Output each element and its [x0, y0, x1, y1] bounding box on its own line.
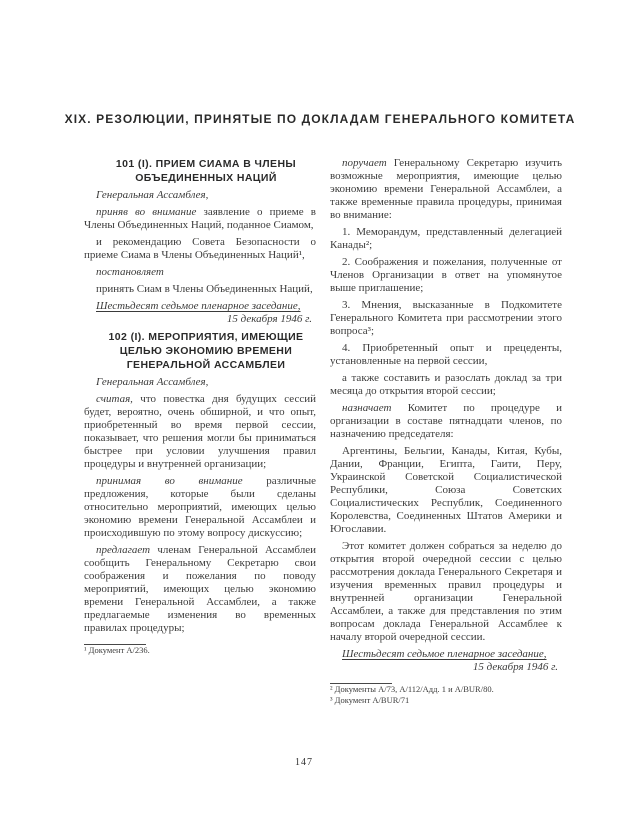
footnote: ³ Документ А/BUR/71 — [330, 695, 410, 705]
paragraph: принимая во внимание различные предложения, которые были сделаны относительно мероприятий, имеющих целью экономию времени Генеральной Ассамблеи и происходившую по этому вопросу дискуссию; — [84, 475, 317, 539]
numbered-item: 2. Соображения и пожелания, полученные от Членов Организации в ответ на упомянутое выше приглашение; — [330, 256, 562, 294]
document-title-line2: ГЕНЕРАЛЬНОГО КОМИТЕТА — [384, 112, 576, 126]
right-footnotes — [330, 683, 562, 706]
paragraph: а также составить и разослать доклад за три месяца до открытия второй сессии; — [330, 372, 562, 397]
resolution-102-heading: 102 (I). МЕРОПРИЯТИЯ, ИМЕЮЩИЕ ЦЕЛЬЮ ЭКОНОМИЮ ВРЕМЕНИ ГЕНЕРАЛЬНОЙ АССАМБЛЕИ — [108, 331, 304, 371]
paragraph: назначает Комитет по процедуре и организации в составе пятнадцати членов, по назначению председателя: — [330, 402, 562, 440]
footnote: ¹ Документ А/236. — [84, 645, 150, 655]
paragraph: принять Сиам в Члены Объединенных Наций, — [96, 283, 313, 295]
numbered-item: 4. Приобретенный опыт и прецеденты, установленные на первой сессии, — [330, 342, 562, 367]
committee-members-list: Аргентины, Бельгии, Канады, Китая, Кубы, Дании, Франции, Египта, Гаити, Перу, Украинской Советской Социалистической Республики, Союза Советских Социалистических Республик, Соединенного Королевства, Соединенных Штатов Америки и Югославии. — [330, 445, 562, 535]
paragraph: Этот комитет должен собраться за неделю до открытия второй очередной сессии с целью рассмотрения доклада Генерального Секретаря и изучения временных правил процедуры и внутренней организации Генеральной Ассамблеи, а также для представления по этим вопросам доклада Генеральной Ассамблее к началу второй очередной сессии. — [330, 540, 562, 643]
document-title-line1: XIX. РЕЗОЛЮЦИИ, ПРИНЯТЫЕ ПО ДОКЛАДАМ — [64, 112, 381, 126]
numbered-item: 3. Мнения, высказанные в Подкомитете Генерального Комитета при рассмотрении этого вопроса³; — [330, 299, 562, 337]
meeting-line: Шестьдесят седьмое пленарное заседание, 15 декабря 1946 г. — [342, 648, 558, 673]
paragraph: считая, что повестка дня будущих сессий будет, вероятно, очень обширной, и что опыт, приобретенный во время первой сессии, показывает, что решения могли бы приниматься быстрее при условии улучшения правил процедуры и внутренней организации; — [84, 393, 316, 470]
resolution-101-opening: Генеральная Ассамблея, — [96, 189, 209, 201]
left-footnotes — [84, 644, 316, 656]
paragraph: поручает Генеральному Секретарю изучить возможные мероприятия, имеющие целью экономию времени Генеральной Ассамблеи, а также временные правила процедуры, принимая во внимание: — [330, 157, 562, 221]
paragraph: предлагает членам Генеральной Ассамблеи сообщить Генеральному Секретарю свои соображения и пожелания по поводу мероприятий, имеющих целью экономию времени Генеральной Ассамблеи, а также предлагаемые изменения во временных правилах процедуры; — [84, 544, 316, 634]
right-column — [330, 157, 562, 706]
document-title — [0, 112, 640, 127]
paragraph: постановляет — [96, 266, 164, 278]
numbered-item: 1. Меморандум, представленный делегацией Канады²; — [330, 226, 562, 251]
two-column-body — [84, 157, 562, 706]
page-number: 147 — [295, 757, 313, 768]
left-column — [84, 157, 316, 706]
meeting-line: Шестьдесят седьмое пленарное заседание, 15 декабря 1946 г. — [96, 300, 312, 325]
footnote: ² Документы А/73, А/112/Адд. 1 и А/BUR/80. — [330, 684, 494, 694]
resolution-101-heading: 101 (I). ПРИЕМ СИАМА В ЧЛЕНЫ ОБЪЕДИНЕННЫХ НАЦИЙ — [115, 158, 297, 184]
paragraph: и рекомендацию Совета Безопасности о приеме Сиама в Члены Объединенных Наций¹, — [84, 236, 316, 261]
resolution-102-opening: Генеральная Ассамблея, — [96, 376, 209, 388]
paragraph: приняв во внимание заявление о приеме в Члены Объединенных Наций, поданное Сиамом, — [84, 206, 316, 231]
